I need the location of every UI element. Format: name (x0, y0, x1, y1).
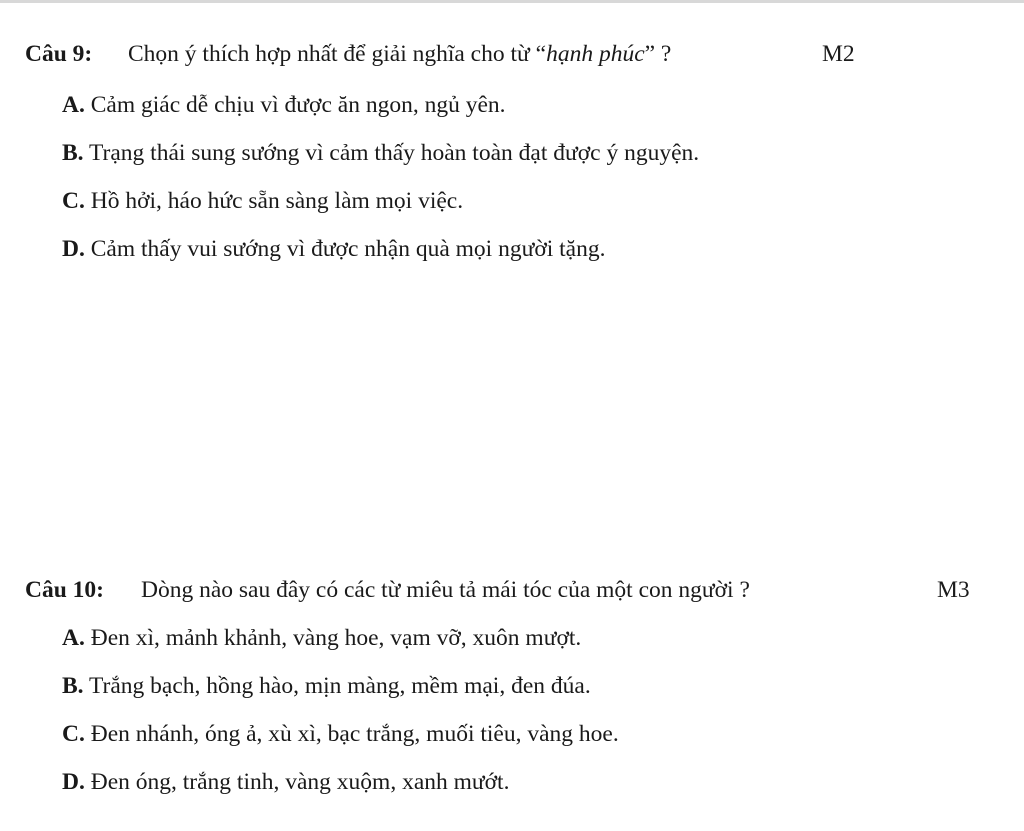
option-d (62, 758, 1024, 806)
question-term: hạnh phúc (546, 41, 645, 67)
option-letter: A. (62, 625, 85, 651)
question-stem (0, 566, 1024, 614)
option-b (62, 129, 1024, 177)
option-letter: A. (62, 92, 85, 118)
difficulty-level: M3 (937, 577, 970, 603)
question-9 (0, 30, 1024, 273)
difficulty-level: M2 (822, 41, 855, 67)
option-text: Trạng thái sung sướng vì cảm thấy hoàn toàn đạt được ý nguyện. (83, 140, 700, 166)
option-text: Đen óng, trắng tinh, vàng xuộm, xanh mướt. (84, 769, 510, 795)
option-letter: B. (62, 140, 84, 166)
question-text-before: Chọn ý thích hợp nhất để giải nghĩa cho từ “ (128, 41, 547, 67)
option-text: Hồ hởi, háo hức sẵn sàng làm mọi việc. (84, 188, 464, 214)
option-text: Cảm thấy vui sướng vì được nhận quà mọi người tặng. (84, 236, 606, 262)
option-letter: C. (62, 721, 85, 747)
option-a (62, 81, 1024, 129)
question-text (128, 30, 671, 78)
option-d (62, 225, 1024, 273)
option-b (62, 662, 1024, 710)
option-letter: D. (62, 236, 85, 262)
option-c (62, 710, 1024, 758)
option-letter: C. (62, 188, 85, 214)
question-number: Câu 10: (25, 577, 104, 603)
option-letter: B. (62, 673, 84, 699)
option-text: Đen nhánh, óng ả, xù xì, bạc trắng, muối tiêu, vàng hoe. (84, 721, 619, 747)
question-stem (0, 30, 1024, 78)
option-text: Cảm giác dễ chịu vì được ăn ngon, ngủ yên. (84, 92, 506, 118)
option-c (62, 177, 1024, 225)
option-a (62, 614, 1024, 662)
question-10 (0, 566, 1024, 806)
option-letter: D. (62, 769, 85, 795)
option-text: Trắng bạch, hồng hào, mịn màng, mềm mại, đen đúa. (83, 673, 591, 699)
top-divider (0, 0, 1024, 3)
question-text-after: ” ? (644, 41, 672, 67)
question-number: Câu 9: (25, 41, 93, 67)
question-text: Dòng nào sau đây có các từ miêu tả mái tóc của một con người ? (141, 577, 750, 603)
option-text: Đen xì, mảnh khảnh, vàng hoe, vạm vỡ, xuôn mượt. (84, 625, 582, 651)
